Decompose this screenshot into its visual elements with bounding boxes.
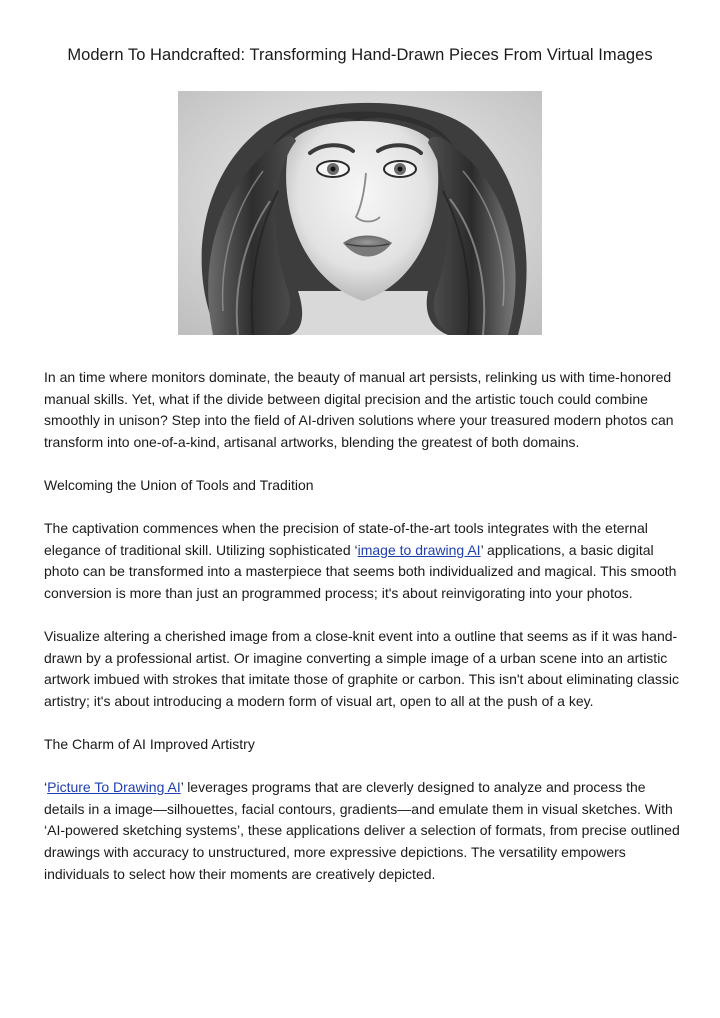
paragraph-captivation-text-after: ’ applications, a basic digital photo can be transformed into a masterpiece that seems both individualized and magical. This smooth conversion is more than just an programmed process; it's about reinvigorating into your photos.	[44, 541, 677, 601]
picture-to-drawing-ai-link[interactable]: Picture To Drawing AI	[47, 779, 181, 796]
paragraph-picture-text-before: ‘	[44, 779, 48, 796]
heading-union-of-tools: Welcoming the Union of Tools and Tradition	[44, 476, 314, 493]
heading-charm-of-ai: The Charm of AI Improved Artistry	[44, 736, 255, 753]
paragraph-captivation	[44, 518, 684, 604]
paragraph-picture-text-after: ’ leverages programs that are cleverly designed to analyze and process the details in a image—silhouettes, facial contours, gradients—and emulate them in visual sketches. With ‘AI-powered sketching systems’, these applications deliver a selection of formats, from precise outlined drawings with accuracy to unstructured, more expressive depictions. The versatility empowers individuals to select how their moments are creatively depicted.	[44, 779, 680, 882]
paragraph-intro: In an time where monitors dominate, the beauty of manual art persists, relinking us with time-honored manual skills. Yet, what if the divide between digital precision and the artistic touch could combine smoothly in unison? Step into the field of AI-driven solutions where your treasured modern photos can transform into one-of-a-kind, artisanal artworks, blending the greatest of both domains.	[44, 369, 674, 450]
image-to-drawing-ai-link[interactable]: image to drawing AI	[357, 541, 481, 558]
paragraph-picture-to-drawing	[44, 777, 684, 885]
document-title: Modern To Handcrafted: Transforming Hand-Drawn Pieces From Virtual Images	[67, 46, 653, 64]
paragraph-visualize: Visualize altering a cherished image from a close-knit event into a outline that seems as if it was hand-drawn by a professional artist. Or imagine converting a simple image of a urban scene into an artistic artwork imbued with strokes that imitate those of graphite or carbon. This isn't about eliminating classic artistry; it's about introducing a modern form of visual art, open to all at the push of a key.	[44, 628, 680, 709]
pencil-sketch-portrait-image	[178, 91, 542, 335]
paragraph-captivation-text-before: The captivation commences when the precision of state-of-the-art tools integrates with the eternal elegance of traditional skill. Utilizing sophisticated ‘	[44, 520, 648, 558]
article-body	[44, 367, 684, 907]
